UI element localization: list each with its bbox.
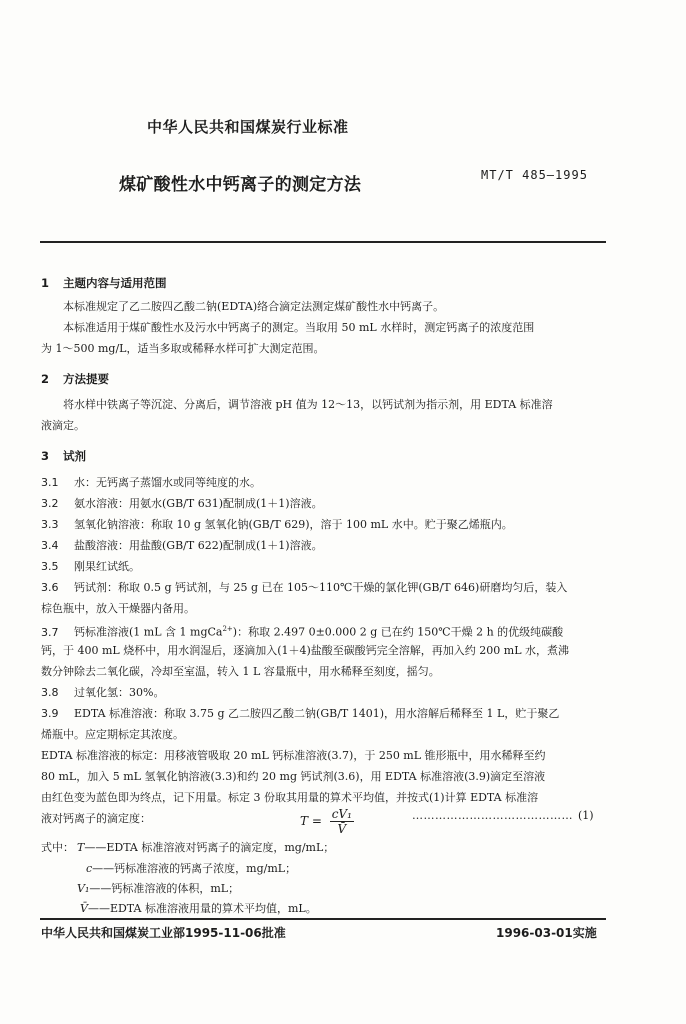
definition-text: ——钙标准溶液的体积，mL； bbox=[89, 882, 240, 895]
formula-fraction bbox=[330, 807, 354, 836]
section-title: 试剂 bbox=[63, 449, 86, 463]
definition-intro: 式中： bbox=[41, 841, 74, 854]
section-number: 2 bbox=[41, 372, 50, 386]
standard-code: MT/T 485—1995 bbox=[481, 168, 588, 182]
item-text: )：称取 2.497 0±0.000 2 g 已在约 150℃干燥 2 h 的优级纯碳酸 bbox=[232, 625, 564, 639]
item-text: 钙标准溶液(1 mL 含 1 mgCa bbox=[74, 625, 223, 639]
list-item-cont bbox=[41, 598, 606, 619]
section-title: 方法提要 bbox=[63, 372, 109, 386]
paragraph-text: 本标准规定了乙二胺四乙酸二钠(EDTA)络合滴定法测定煤矿酸性水中钙离子。 bbox=[63, 300, 445, 313]
list-item bbox=[41, 472, 606, 493]
list-item-cont bbox=[41, 724, 606, 745]
definition-row bbox=[86, 860, 296, 876]
item-number: 3.1 bbox=[41, 476, 59, 489]
item-text: 氢氧化钠溶液：称取 10 g 氢氧化钠(GB/T 629)，溶于 100 mL 水中。贮于聚乙烯瓶内。 bbox=[74, 518, 513, 531]
paragraph-text: 为 1～500 mg/L，适当多取或稀释水样可扩大测定范围。 bbox=[41, 342, 325, 355]
effective-date: 1996-03-01实施 bbox=[496, 926, 597, 940]
paragraph-text: 将水样中铁离子等沉淀、分离后，调节溶液 pH 值为 12～13，以钙试剂为指示剂，用 EDTA 标准溶 bbox=[63, 398, 553, 411]
definition-symbol: V̄ bbox=[80, 902, 88, 915]
item-number: 3.6 bbox=[41, 581, 59, 594]
item-text: 过氧化氢：30%。 bbox=[74, 686, 165, 699]
section-3-heading bbox=[41, 448, 86, 464]
list-item bbox=[41, 577, 606, 598]
section-2-para-1 bbox=[41, 394, 606, 415]
list-item bbox=[41, 682, 606, 703]
list-item bbox=[41, 703, 606, 724]
paragraph-text: 液对钙离子的滴定度： bbox=[41, 812, 151, 825]
item-number: 3.3 bbox=[41, 518, 59, 531]
section-number: 1 bbox=[41, 276, 50, 290]
list-item-cont bbox=[41, 640, 606, 661]
calibration-para-cont bbox=[41, 766, 606, 787]
item-text: 棕色瓶中，放入干燥器内备用。 bbox=[41, 602, 195, 615]
item-number: 3.2 bbox=[41, 497, 59, 510]
item-number: 3.8 bbox=[41, 686, 59, 699]
list-item bbox=[41, 556, 606, 577]
definition-symbol: c bbox=[86, 862, 93, 875]
formula-number: (1) bbox=[578, 809, 594, 822]
formula bbox=[300, 807, 354, 836]
definition-row bbox=[80, 900, 317, 916]
list-item-cont bbox=[41, 661, 606, 682]
header-rule bbox=[40, 241, 606, 243]
definition-row bbox=[77, 839, 334, 855]
formula-numerator: cV₁ bbox=[331, 807, 352, 821]
paragraph-text: 液滴定。 bbox=[41, 419, 85, 432]
item-number: 3.9 bbox=[41, 707, 59, 720]
approval-statement: 中华人民共和国煤炭工业部1995-11-06批准 bbox=[41, 926, 286, 940]
superscript: 2+ bbox=[222, 625, 233, 633]
footer-rule bbox=[40, 918, 606, 920]
section-1-para-2 bbox=[41, 317, 606, 338]
item-number: 3.7 bbox=[41, 625, 59, 639]
paragraph-text: EDTA 标准溶液的标定：用移液管吸取 20 mL 钙标准溶液(3.7)，于 250 mL 锥形瓶中，用水稀释至约 bbox=[41, 749, 546, 762]
item-text: 烯瓶中。应定期标定其浓度。 bbox=[41, 728, 184, 741]
list-item bbox=[41, 493, 606, 514]
item-text: 数分钟除去二氧化碳，冷却至室温，转入 1 L 容量瓶中，用水稀释至刻度，摇匀。 bbox=[41, 665, 440, 678]
section-number: 3 bbox=[41, 449, 50, 463]
section-title: 主题内容与适用范围 bbox=[63, 276, 167, 290]
calibration-para bbox=[41, 745, 606, 766]
item-text: 盐酸溶液：用盐酸(GB/T 622)配制成(1＋1)溶液。 bbox=[74, 539, 323, 552]
formula-lhs: T = bbox=[300, 814, 322, 828]
item-text: 氨水溶液：用氨水(GB/T 631)配制成(1＋1)溶液。 bbox=[74, 497, 323, 510]
issuing-authority: 中华人民共和国煤炭行业标准 bbox=[147, 118, 349, 136]
definition-text: ——EDTA 标准溶液对钙离子的滴定度，mg/mL； bbox=[84, 841, 335, 854]
definition-text: ——钙标准溶液的钙离子浓度，mg/mL； bbox=[92, 862, 297, 875]
section-1-heading bbox=[41, 275, 167, 291]
document-title: 煤矿酸性水中钙离子的测定方法 bbox=[119, 175, 362, 195]
definition-symbol: V₁ bbox=[77, 882, 90, 895]
formula-denominator: V̄ bbox=[337, 822, 347, 836]
item-number: 3.4 bbox=[41, 539, 59, 552]
item-text: 水：无钙离子蒸馏水或同等纯度的水。 bbox=[74, 476, 261, 489]
definition-row bbox=[77, 880, 239, 896]
section-1-para-2-cont bbox=[41, 338, 606, 359]
calibration-para-cont bbox=[41, 787, 606, 808]
item-text: 刚果红试纸。 bbox=[74, 560, 140, 573]
section-2-para-1-cont bbox=[41, 415, 606, 436]
paragraph-text: 80 mL，加入 5 mL 氢氧化钠溶液(3.3)和约 20 mg 钙试剂(3.6)，用 EDTA 标准溶液(3.9)滴定至溶液 bbox=[41, 770, 546, 783]
item-text: EDTA 标准溶液：称取 3.75 g 乙二胺四乙酸二钠(GB/T 1401)，用水溶解后稀释至 1 L，贮于聚乙 bbox=[74, 707, 560, 720]
paragraph-text: 由红色变为蓝色即为终点，记下用量。标定 3 份取其用量的算术平均值，并按式(1)计算 EDTA 标准溶 bbox=[41, 791, 539, 804]
section-1-para-1 bbox=[41, 296, 606, 317]
item-number: 3.5 bbox=[41, 560, 59, 573]
list-item bbox=[41, 514, 606, 535]
formula-leader-dots: …………………………………… bbox=[412, 809, 573, 822]
section-2-heading bbox=[41, 371, 109, 387]
list-item bbox=[41, 535, 606, 556]
item-text: 钙试剂：称取 0.5 g 钙试剂，与 25 g 已在 105～110℃干燥的氯化钾(GB/T 646)研磨均匀后，装入 bbox=[74, 581, 568, 594]
definition-text: ——EDTA 标准溶液用量的算术平均值，mL。 bbox=[87, 902, 317, 915]
definition-symbol: T bbox=[77, 841, 85, 854]
paragraph-text: 本标准适用于煤矿酸性水及污水中钙离子的测定。当取用 50 mL 水样时，测定钙离子的浓度范围 bbox=[63, 321, 535, 334]
item-text: 钙，于 400 mL 烧杯中，用水润湿后，逐滴加入(1＋4)盐酸至碳酸钙完全溶解，再加入约 200 mL 水，煮沸 bbox=[41, 644, 570, 657]
